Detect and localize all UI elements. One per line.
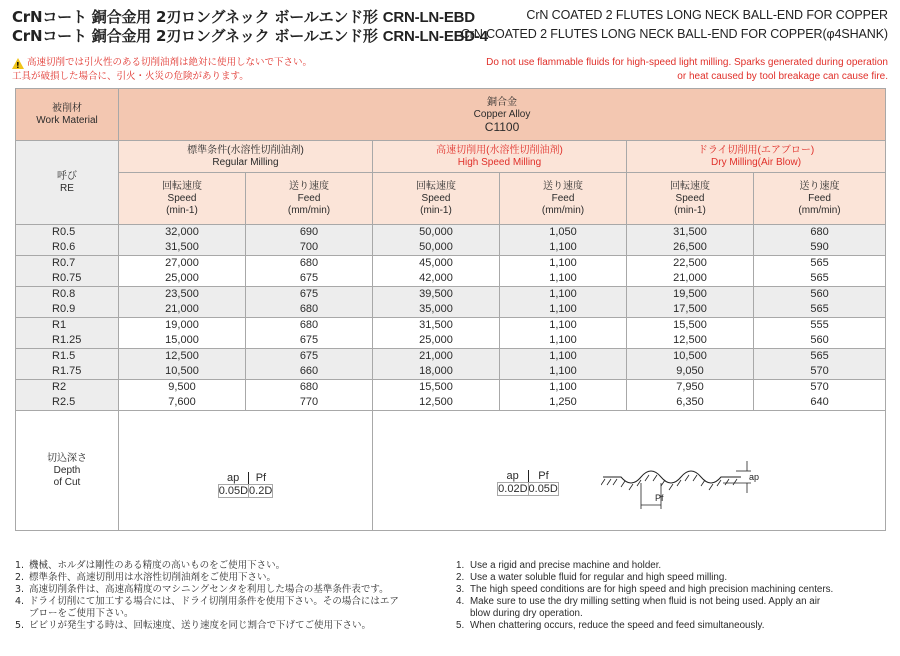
note-item (15, 596, 455, 608)
condition-value: 640 (754, 395, 886, 411)
re-value: R0.75 (16, 271, 119, 287)
condition-value: 565 (754, 349, 886, 365)
note-text: ビビリが発生する時は、回転速度、送り速度を同じ割合で下げてご使用下さい。 (29, 620, 372, 631)
condition-value: 1,250 (500, 395, 627, 411)
note-item (456, 584, 888, 596)
note-text: blow during dry operation. (470, 608, 583, 619)
condition-value: 700 (246, 240, 373, 256)
condition-value: 32,000 (119, 225, 246, 241)
warning-jp: ! 高速切削では引火性のある切削油剤は絶対に使用しないで下さい。 工具が破損した場合に、引火・火災の危険があります。 (12, 57, 313, 82)
condition-value: 1,100 (500, 256, 627, 272)
note-text: ブローをご使用下さい。 (29, 608, 134, 619)
condition-value: 570 (754, 380, 886, 396)
note-number: 4. (456, 596, 465, 607)
re-value: R1.25 (16, 333, 119, 349)
note-text: Use a water soluble fluid for regular and high speed milling. (470, 572, 728, 583)
condition-value: 50,000 (373, 225, 500, 241)
diagram-ap-label: ap (748, 471, 759, 482)
condition-value: 570 (754, 364, 886, 380)
speed-unit-header: 回転速度 Speed (min-1) (119, 173, 246, 225)
condition-value: 12,500 (119, 349, 246, 365)
condition-value: 35,000 (373, 302, 500, 318)
condition-value: 675 (246, 349, 373, 365)
condition-value: 23,500 (119, 287, 246, 303)
condition-value: 19,500 (627, 287, 754, 303)
re-value: R0.7 (16, 256, 119, 272)
note-item (456, 560, 888, 572)
note-number: 5. (456, 620, 465, 631)
condition-value: 9,500 (119, 380, 246, 396)
note-text: 高速切削条件は、高速高精度のマシニングセンタを利用した場合の基準条件表です。 (29, 584, 389, 595)
condition-value: 1,100 (500, 349, 627, 365)
condition-value: 675 (246, 287, 373, 303)
pf-label: Pf (528, 470, 558, 483)
condition-value: 21,000 (119, 302, 246, 318)
high-speed-milling-header: 高速切削用(水溶性切削油剤) High Speed Milling (373, 141, 627, 173)
warning-en: Do not use flammable fluids for high-speed light milling. Sparks generated during operation or heat caused by tool breakage can cause fire. (486, 57, 888, 82)
condition-value: 45,000 (373, 256, 500, 272)
hatched-workpiece (601, 471, 741, 490)
condition-value: 7,950 (627, 380, 754, 396)
diagram-pf-label: Pf (654, 492, 664, 503)
condition-value: 7,600 (119, 395, 246, 411)
condition-value: 680 (246, 256, 373, 272)
cut-profile-diagram (601, 453, 761, 513)
table-row (16, 395, 886, 411)
product-title-jp-1: CrNコート 銅合金用 2刃ロングネック ボールエンド形 CRN-LN-EBD (12, 8, 475, 26)
note-item (15, 620, 455, 632)
condition-value: 680 (246, 380, 373, 396)
condition-value: 1,100 (500, 364, 627, 380)
table-row (16, 256, 886, 272)
high-pf-value: 0.05D (528, 482, 558, 495)
note-text: When chattering occurs, reduce the speed and feed simultaneously. (470, 620, 765, 631)
condition-value: 15,500 (373, 380, 500, 396)
re-header: 呼び RE (16, 141, 119, 225)
re-value: R0.6 (16, 240, 119, 256)
note-number: 3. (456, 584, 465, 595)
note-number: 1. (15, 560, 25, 571)
product-code-2: CRN-LN-EBD-4 (382, 28, 488, 45)
condition-value: 25,000 (119, 271, 246, 287)
note-number (456, 608, 470, 620)
condition-value: 590 (754, 240, 886, 256)
re-value: R1.5 (16, 349, 119, 365)
condition-value: 31,500 (627, 225, 754, 241)
condition-value: 25,000 (373, 333, 500, 349)
note-item (456, 620, 888, 632)
condition-value: 1,100 (500, 333, 627, 349)
re-value: R2.5 (16, 395, 119, 411)
condition-value: 31,500 (373, 318, 500, 334)
ap-label: ap (218, 472, 248, 485)
note-item (456, 596, 888, 608)
pf-label: Pf (249, 472, 273, 485)
condition-value: 12,500 (627, 333, 754, 349)
feed-unit-header: 送り速度 Feed (mm/min) (246, 173, 373, 225)
note-number: 4. (15, 596, 25, 607)
note-item (456, 608, 888, 620)
note-number: 1. (456, 560, 465, 571)
condition-value: 15,500 (627, 318, 754, 334)
table-row (16, 349, 886, 365)
condition-value: 6,350 (627, 395, 754, 411)
cutting-conditions-table (15, 88, 886, 531)
product-code-1: CRN-LN-EBD (382, 9, 475, 26)
condition-value: 9,050 (627, 364, 754, 380)
condition-value: 17,500 (627, 302, 754, 318)
condition-value: 26,500 (627, 240, 754, 256)
condition-value: 1,100 (500, 287, 627, 303)
condition-value: 1,100 (500, 240, 627, 256)
note-item (456, 572, 888, 584)
pf-dimension (641, 483, 664, 509)
condition-value: 690 (246, 225, 373, 241)
condition-value: 1,050 (500, 225, 627, 241)
note-number: 2. (15, 572, 25, 583)
note-item (15, 584, 455, 596)
table-row (16, 271, 886, 287)
condition-value: 565 (754, 302, 886, 318)
regular-ap-value: 0.05D (218, 484, 249, 497)
notes-jp (15, 560, 455, 632)
table-row (16, 333, 886, 349)
note-item (15, 560, 455, 572)
condition-value: 675 (246, 333, 373, 349)
condition-value: 21,000 (373, 349, 500, 365)
condition-value: 31,500 (119, 240, 246, 256)
regular-ap-pf-table (218, 472, 274, 498)
table-row (16, 287, 886, 303)
table-row (16, 318, 886, 334)
condition-value: 50,000 (373, 240, 500, 256)
condition-value: 12,500 (373, 395, 500, 411)
re-value: R1.75 (16, 364, 119, 380)
note-item (15, 572, 455, 584)
product-title-en-2: CrN COATED 2 FLUTES LONG NECK BALL-END FOR COPPER(φ4SHANK) (460, 27, 888, 41)
high-ap-pf-table (497, 470, 559, 496)
note-number: 3. (15, 584, 25, 595)
condition-value: 22,500 (627, 256, 754, 272)
condition-value: 1,100 (500, 271, 627, 287)
product-title-en-1: CrN COATED 2 FLUTES LONG NECK BALL-END FOR COPPER (526, 8, 888, 22)
regular-milling-header: 標準条件(水溶性切削油剤) Regular Milling (119, 141, 373, 173)
condition-value: 1,100 (500, 318, 627, 334)
notes-en (456, 560, 888, 632)
condition-value: 27,000 (119, 256, 246, 272)
table-row (16, 302, 886, 318)
condition-value: 15,000 (119, 333, 246, 349)
table-row (16, 225, 886, 241)
condition-value: 660 (246, 364, 373, 380)
condition-value: 19,000 (119, 318, 246, 334)
condition-value: 1,100 (500, 302, 627, 318)
condition-value: 680 (246, 302, 373, 318)
condition-value: 565 (754, 271, 886, 287)
condition-value: 560 (754, 287, 886, 303)
note-text: 標準条件、高速切削用は水溶性切削油剤をご使用下さい。 (29, 572, 277, 583)
condition-value: 10,500 (119, 364, 246, 380)
note-item (15, 608, 455, 620)
feed-unit-header: 送り速度 Feed (mm/min) (500, 173, 627, 225)
note-text: 機械、ホルダは剛性のある精度の高いものをご使用下さい。 (29, 560, 286, 571)
table-row (16, 240, 886, 256)
note-text: ドライ切削にて加工する場合には、ドライ切削用条件を使用下さい。その場合にはエア (29, 596, 399, 607)
regular-depth-of-cut (119, 411, 373, 531)
high-dry-depth-of-cut (373, 411, 886, 531)
product-title-jp-2: CrNコート 銅合金用 2刃ロングネック ボールエンド形 CRN-LN-EBD-4 (12, 27, 488, 45)
feed-unit-header: 送り速度 Feed (mm/min) (754, 173, 886, 225)
material-header: 銅合金 Copper Alloy C1100 (119, 89, 886, 141)
condition-value: 42,000 (373, 271, 500, 287)
speed-unit-header: 回転速度 Speed (min-1) (627, 173, 754, 225)
re-value: R0.8 (16, 287, 119, 303)
condition-value: 10,500 (627, 349, 754, 365)
depth-of-cut-header: 切込深さ Depth of Cut (16, 411, 119, 531)
note-text: Use a rigid and precise machine and holder. (470, 560, 662, 571)
condition-value: 39,500 (373, 287, 500, 303)
condition-value: 565 (754, 256, 886, 272)
note-number: 2. (456, 572, 465, 583)
note-number: 5. (15, 620, 25, 631)
ap-label: ap (498, 470, 528, 483)
high-ap-value: 0.02D (498, 482, 528, 495)
table-row (16, 380, 886, 396)
note-text: The high speed conditions are for high speed and high precision machining centers. (470, 584, 834, 595)
condition-value: 1,100 (500, 380, 627, 396)
regular-pf-value: 0.2D (249, 484, 273, 497)
table-row (16, 364, 886, 380)
re-value: R1 (16, 318, 119, 334)
re-value: R0.9 (16, 302, 119, 318)
condition-value: 680 (754, 225, 886, 241)
condition-value: 675 (246, 271, 373, 287)
condition-value: 555 (754, 318, 886, 334)
condition-value: 18,000 (373, 364, 500, 380)
note-text: Make sure to use the dry milling setting when fluid is not being used. Apply an air (470, 596, 821, 607)
condition-value: 680 (246, 318, 373, 334)
dry-milling-header: ドライ切削用(エアブロー) Dry Milling(Air Blow) (627, 141, 886, 173)
condition-value: 770 (246, 395, 373, 411)
re-value: R2 (16, 380, 119, 396)
note-number (15, 608, 29, 620)
re-value: R0.5 (16, 225, 119, 241)
warning-triangle-icon: ! (12, 58, 24, 69)
condition-value: 560 (754, 333, 886, 349)
condition-value: 21,000 (627, 271, 754, 287)
work-material-header: 被削材 Work Material (16, 89, 119, 141)
speed-unit-header: 回転速度 Speed (min-1) (373, 173, 500, 225)
